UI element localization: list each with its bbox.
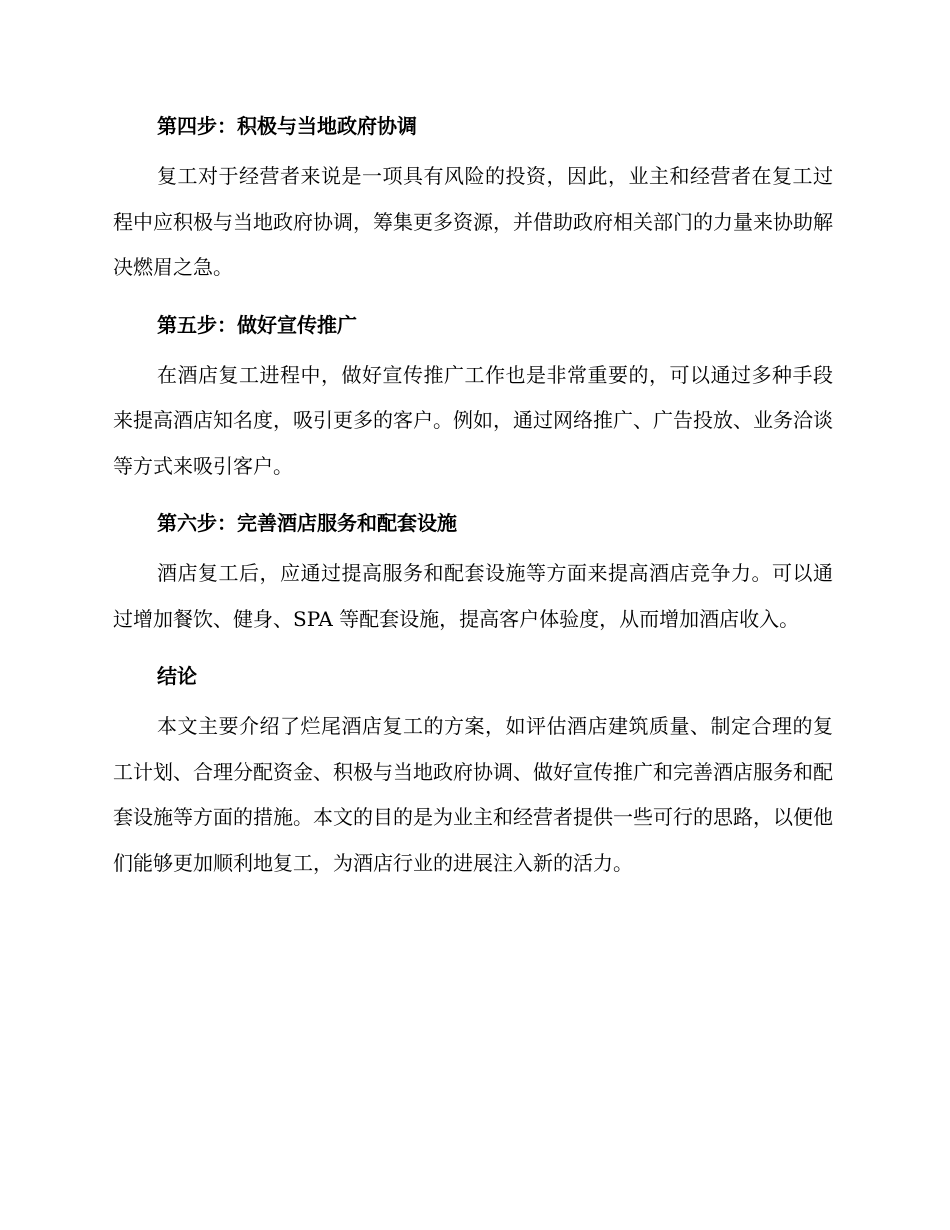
section-paragraph: 本文主要介绍了烂尾酒店复工的方案，如评估酒店建筑质量、制定合理的复工计划、合理分配资金、积极与当地政府协调、做好宣传推广和完善酒店服务和配套设施等方面的措施。本文的目的是为业主和经营者提供一些可行的思路，以便他们能够更加顺利地复工，为酒店行业的进展注入新的活力。	[113, 714, 833, 875]
section-step-five	[113, 305, 833, 504]
section-paragraph: 在酒店复工进程中，做好宣传推广工作也是非常重要的，可以通过多种手段来提高酒店知名度，吸引更多的客户。例如，通过网络推广、广告投放、业务洽谈等方式来吸引客户。	[113, 362, 833, 478]
section-paragraph: 酒店复工后，应通过提高服务和配套设施等方面来提高酒店竞争力。可以通过增加餐饮、健身、SPA 等配套设施，提高客户体验度，从而增加酒店收入。	[113, 561, 833, 631]
section-conclusion	[113, 656, 833, 886]
section-heading: 第四步：积极与当地政府协调	[157, 114, 417, 138]
section-heading: 结论	[157, 664, 197, 688]
section-step-four	[113, 106, 833, 305]
document-body	[113, 106, 833, 886]
section-paragraph: 复工对于经营者来说是一项具有风险的投资，因此，业主和经营者在复工过程中应积极与当地政府协调，筹集更多资源，并借助政府相关部门的力量来协助解决燃眉之急。	[113, 164, 833, 279]
section-heading: 第五步：做好宣传推广	[157, 312, 357, 337]
section-step-six	[113, 503, 833, 656]
section-heading: 第六步：完善酒店服务和配套设施	[157, 511, 457, 535]
